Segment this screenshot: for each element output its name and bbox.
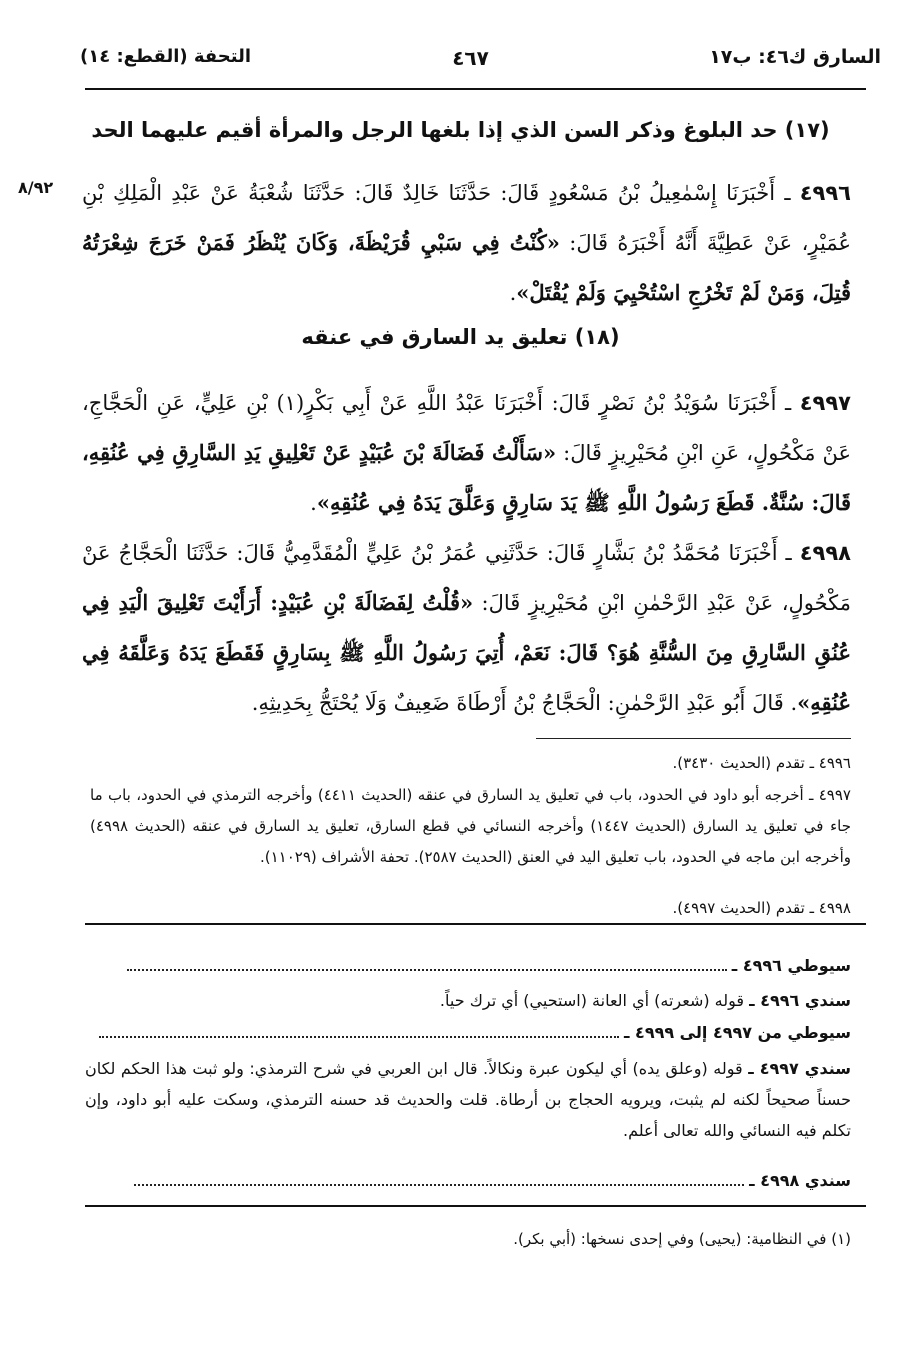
footnote: (١) في النظامية: (يحيى) وفي إحدى نسخها: (أبي بكر). xyxy=(513,1230,851,1248)
takhrij-4998: ٤٩٩٨ ـ تقدم (الحديث ٤٩٩٧). xyxy=(672,899,851,917)
page-header xyxy=(60,38,881,86)
hadith-4997 xyxy=(82,378,851,528)
hadith-4996 xyxy=(82,168,851,318)
commentary-suyuti-4996 xyxy=(85,950,851,981)
header-chapter-ref: السارق ك٤٦: ب١٧ xyxy=(709,46,881,68)
margin-reference: ٨/٩٢ xyxy=(18,178,54,197)
commentary-divider-top xyxy=(85,923,866,925)
commentary-label: سيوطي من ٤٩٩٧ إلى ٤٩٩٩ ـ xyxy=(624,1023,851,1042)
hadith-end: . xyxy=(310,491,317,515)
dotted-leader xyxy=(99,1035,619,1038)
hadith-matn: «سَأَلْتُ فَضَالَةَ بْنَ عُبَيْدٍ عَنْ تَعْلِيقِ يَدِ السَّارِقِ فِي عُنُقِهِ، قَالَ: سُنَّةٌ. قَطَعَ رَسُولُ اللَّهِ ﷺ يَدَ سَارِقٍ وَعَلَّقَ يَدَهُ فِي عُنُقِهِ» xyxy=(82,440,851,515)
hadith-isnad: ـ أَخْبَرَنَا إِسْمٰعِيلُ بْنُ مَسْعُودٍ قَالَ: حَدَّثَنَا خَالِدٌ قَالَ: حَدَّثَنَا شُعْبَةُ عَنْ عَبْدِ الْمَلِكِ بْنِ عُمَيْرٍ، عَنْ عَطِيَّةَ أَنَّهُ أَخْبَرَهُ قَالَ: xyxy=(82,181,851,255)
takhrij-4997: ٤٩٩٧ ـ أخرجه أبو داود في الحدود، باب في تعليق يد السارق في عنقه (الحديث ٤٤١١) وأخرجه الترمذي في الحدود، باب ما جاء في تعليق يد السارق (الحديث ١٤٤٧) وأخرجه النسائي في قطع السارق، تعليق يد السارق في عنقه (الحديث ٤٩٩٨) وأخرجه ابن ماجه في الحدود، باب تعليق اليد في العنق (الحديث ٢٥٨٧). تحفة الأشراف (١١٠٢٩). xyxy=(90,786,851,866)
dotted-leader xyxy=(134,1183,744,1186)
hadith-number: ٤٩٩٨ xyxy=(799,541,851,565)
hadith-matn: «كُنْتُ فِي سَبْيِ قُرَيْظَةَ، وَكَانَ يُنْظَرُ فَمَنْ خَرَجَ شِعْرَتُهُ قُتِلَ، وَمَنْ لَمْ تَخْرُجِ اسْتُحْيِيَ وَلَمْ يُقْتَلْ» xyxy=(82,230,851,305)
commentary-label: سندي ٤٩٩٨ ـ xyxy=(749,1171,851,1190)
commentary-label: سندي ٤٩٩٦ ـ xyxy=(749,991,851,1010)
commentary-label: سيوطي ٤٩٩٦ ـ xyxy=(731,956,851,975)
section-heading-17: (١٧) حد البلوغ وذكر السن الذي إذا بلغها الرجل والمرأة أقيم عليهما الحد xyxy=(91,118,830,142)
header-tuhfa-ref: التحفة (القطع: ١٤) xyxy=(80,46,252,67)
hadith-number: ٤٩٩٧ xyxy=(799,391,851,415)
dotted-leader xyxy=(127,968,727,971)
hadith-end: . xyxy=(509,281,517,305)
commentary-label: سندي ٤٩٩٧ ـ xyxy=(748,1059,851,1078)
page-number: ٤٦٧ xyxy=(452,46,489,70)
commentary-text: قوله (شعرته) أي العانة (استحيي) أي ترك حياً. xyxy=(439,991,745,1010)
commentary-sindi-4998 xyxy=(85,1165,851,1196)
commentary-divider-bottom xyxy=(85,1205,866,1207)
header-divider xyxy=(85,88,866,90)
takhrij-divider xyxy=(536,738,851,739)
hadith-isnad: ـ أَخْبَرَنَا مُحَمَّدُ بْنُ بَشَّارٍ قَالَ: حَدَّثَنِي عُمَرُ بْنُ عَلِيٍّ الْمُقَدَّمِيُّ قَالَ: حَدَّثَنَا الْحَجَّاجُ عَنْ مَكْحُولٍ، عَنْ عَبْدِ الرَّحْمٰنِ ابْنِ مُحَيْرِيزٍ قَالَ: xyxy=(82,541,851,615)
hadith-end: . قَالَ أَبُو عَبْدِ الرَّحْمٰنِ: الْحَجَّاجُ بْنُ أَرْطَاةَ ضَعِيفٌ وَلَا يُحْتَجُّ بِحَدِيثِهِ. xyxy=(251,691,798,715)
commentary-sindi-4997 xyxy=(85,1053,851,1146)
commentary-suyuti-4997-4999 xyxy=(85,1017,851,1048)
hadith-number: ٤٩٩٦ xyxy=(799,181,851,205)
hadith-matn: «قُلْتُ لِفَضَالَةَ بْنِ عُبَيْدٍ: أَرَأَيْتَ تَعْلِيقَ الْيَدِ فِي عُنُقِ السَّارِقِ مِنَ السُّنَّةِ هُوَ؟ قَالَ: نَعَمْ، أُتِيَ رَسُولُ اللَّهِ ﷺ بِسَارِقٍ فَقَطَعَ يَدَهُ وَعَلَّقَهُ فِي عُنُقِهِ» xyxy=(82,590,851,715)
commentary-sindi-4996 xyxy=(85,985,851,1016)
section-heading-18: (١٨) تعليق يد السارق في عنقه xyxy=(301,325,620,349)
hadith-4998 xyxy=(82,528,851,728)
commentary-text: قوله (وعلق يده) أي ليكون عبرة ونكالاً. قال ابن العربي في شرح الترمذي: ولو ثبت هذا الحكم لكان حسناً صحيحاً لكنه لم يثبت، ويرويه الحجاج بن أرطاة. قلت والحديث قد حسنه الترمذي، وسكت عليه أبو داود، وإن تكلم فيه النسائي والله تعالى أعلم. xyxy=(85,1059,851,1140)
takhrij-4996: ٤٩٩٦ ـ تقدم (الحديث ٣٤٣٠). xyxy=(672,754,851,772)
hadith-isnad: ـ أَخْبَرَنَا سُوَيْدُ بْنُ نَصْرٍ قَالَ: أَخْبَرَنَا عَبْدُ اللَّهِ عَنْ أَبِي بَكْرٍ(١) بْنِ عَلِيٍّ، عَنِ الْحَجَّاجِ، عَنْ مَكْحُولٍ، عَنِ ابْنِ مُحَيْرِيزٍ قَالَ: xyxy=(82,391,851,465)
